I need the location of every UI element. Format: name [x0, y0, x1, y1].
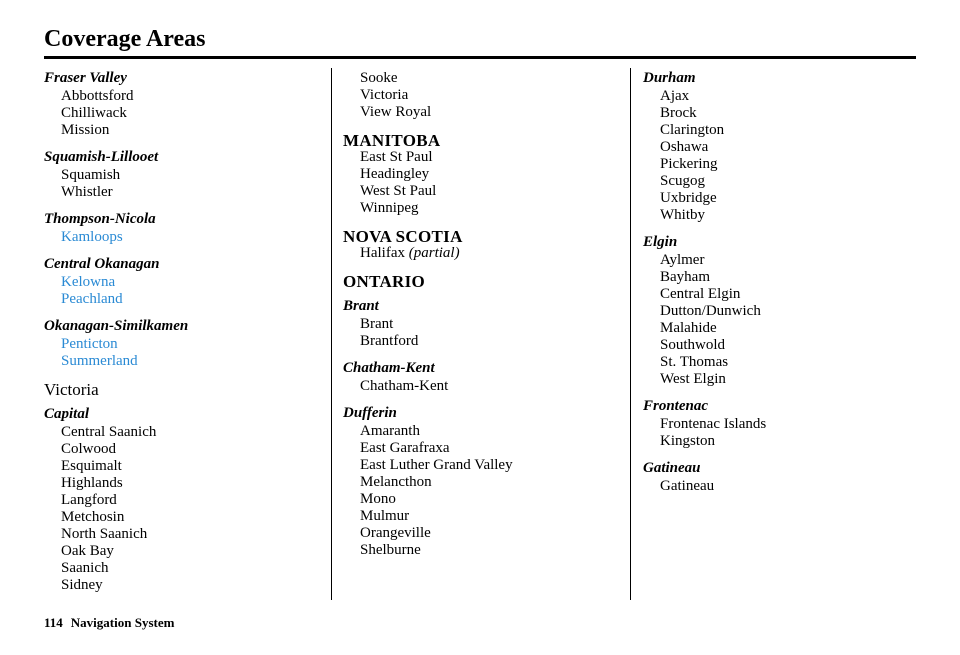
list-item: Orangeville [360, 525, 431, 541]
region-list [660, 88, 923, 224]
region-list [61, 229, 324, 246]
region-list [660, 416, 923, 450]
list-item: West St Paul [360, 183, 437, 199]
region-heading: Thompson-Nicola [44, 211, 156, 227]
province-heading: ONTARIO [343, 272, 426, 291]
list-item: Oak Bay [61, 543, 114, 559]
province-heading: MANITOBA [343, 131, 441, 150]
city-link[interactable]: Peachland [61, 291, 123, 307]
list-item: Sidney [61, 577, 103, 593]
region-list [360, 423, 623, 559]
list-item: Malahide [660, 320, 717, 336]
area-heading: Victoria [44, 380, 99, 399]
list-item: Aylmer [660, 252, 705, 268]
region-list [360, 70, 623, 121]
list-item: Colwood [61, 441, 117, 457]
city-name: Halifax [360, 245, 405, 261]
list-item: Dutton/Dunwich [660, 303, 761, 319]
list-item: Kingston [660, 433, 716, 449]
column-3 [643, 70, 923, 495]
list-item: East St Paul [360, 149, 433, 165]
list-item: Central Elgin [660, 286, 741, 302]
list-item: Brantford [360, 333, 419, 349]
coverage-note: (partial) [408, 245, 460, 261]
region-heading: Durham [643, 70, 696, 86]
list-item: Amaranth [360, 423, 420, 439]
region-heading: Brant [343, 298, 379, 314]
list-item: Shelburne [360, 542, 421, 558]
list-item: East Garafraxa [360, 440, 450, 456]
list-item: Headingley [360, 166, 430, 182]
list-item: Metchosin [61, 509, 125, 525]
list-item: Mission [61, 122, 110, 138]
list-item: Victoria [360, 87, 409, 103]
list-item: Pickering [660, 156, 718, 172]
city-link[interactable]: Penticton [61, 336, 118, 352]
list-item: Chilliwack [61, 105, 127, 121]
list-item: Mulmur [360, 508, 410, 524]
city-link[interactable]: Kelowna [61, 274, 116, 290]
list-item: East Luther Grand Valley [360, 457, 513, 473]
region-heading: Chatham-Kent [343, 360, 435, 376]
region-list [360, 149, 623, 217]
list-item: Brock [660, 105, 697, 121]
region-heading: Gatineau [643, 460, 701, 476]
column-1 [44, 70, 324, 594]
region-list [360, 378, 623, 395]
list-item: Mono [360, 491, 396, 507]
list-item: Southwold [660, 337, 726, 353]
region-heading: Okanagan-Similkamen [44, 318, 189, 334]
region-heading: Frontenac [643, 398, 709, 414]
list-item: Langford [61, 492, 117, 508]
city-link[interactable]: Kamloops [61, 229, 123, 245]
column-2 [343, 70, 623, 559]
list-item [360, 245, 623, 262]
page-title: Coverage Areas [44, 26, 206, 52]
list-item: Winnipeg [360, 200, 419, 216]
region-list [61, 424, 324, 594]
region-list [660, 252, 923, 388]
region-list [360, 245, 623, 262]
province-heading: NOVA SCOTIA [343, 227, 463, 246]
list-item: Melancthon [360, 474, 432, 490]
list-item: Whistler [61, 184, 113, 200]
region-heading: Squamish-Lillooet [44, 149, 159, 165]
list-item: Bayham [660, 269, 710, 285]
column-divider [331, 68, 332, 600]
list-item: Scugog [660, 173, 705, 189]
region-heading: Dufferin [343, 405, 397, 421]
list-item: Sooke [360, 70, 398, 86]
page-footer [44, 615, 174, 631]
list-item: Abbottsford [61, 88, 134, 104]
list-item: Brant [360, 316, 394, 332]
list-item: Chatham-Kent [360, 378, 449, 394]
city-link[interactable]: Summerland [61, 353, 138, 369]
region-heading: Central Okanagan [44, 256, 160, 272]
list-item: West Elgin [660, 371, 726, 387]
list-item: Ajax [660, 88, 690, 104]
list-item: Uxbridge [660, 190, 717, 206]
list-item: Frontenac Islands [660, 416, 767, 432]
list-item: Central Saanich [61, 424, 157, 440]
region-heading: Elgin [643, 234, 678, 250]
list-item: Gatineau [660, 478, 715, 494]
region-list [61, 274, 324, 308]
title-rule [44, 56, 916, 59]
list-item: Clarington [660, 122, 725, 138]
region-list [660, 478, 923, 495]
list-item: St. Thomas [660, 354, 729, 370]
list-item: Highlands [61, 475, 123, 491]
list-item: Esquimalt [61, 458, 122, 474]
list-item: Whitby [660, 207, 705, 223]
region-list [61, 167, 324, 201]
region-list [61, 88, 324, 139]
region-list [61, 336, 324, 370]
list-item: North Saanich [61, 526, 148, 542]
list-item: Squamish [61, 167, 121, 183]
list-item: Oshawa [660, 139, 709, 155]
list-item: View Royal [360, 104, 432, 120]
region-heading: Capital [44, 406, 90, 422]
region-heading: Fraser Valley [44, 70, 127, 86]
column-divider [630, 68, 631, 600]
list-item: Saanich [61, 560, 109, 576]
footer-section: Navigation System [70, 615, 175, 630]
page-number: 114 [44, 615, 63, 630]
region-list [360, 316, 623, 350]
